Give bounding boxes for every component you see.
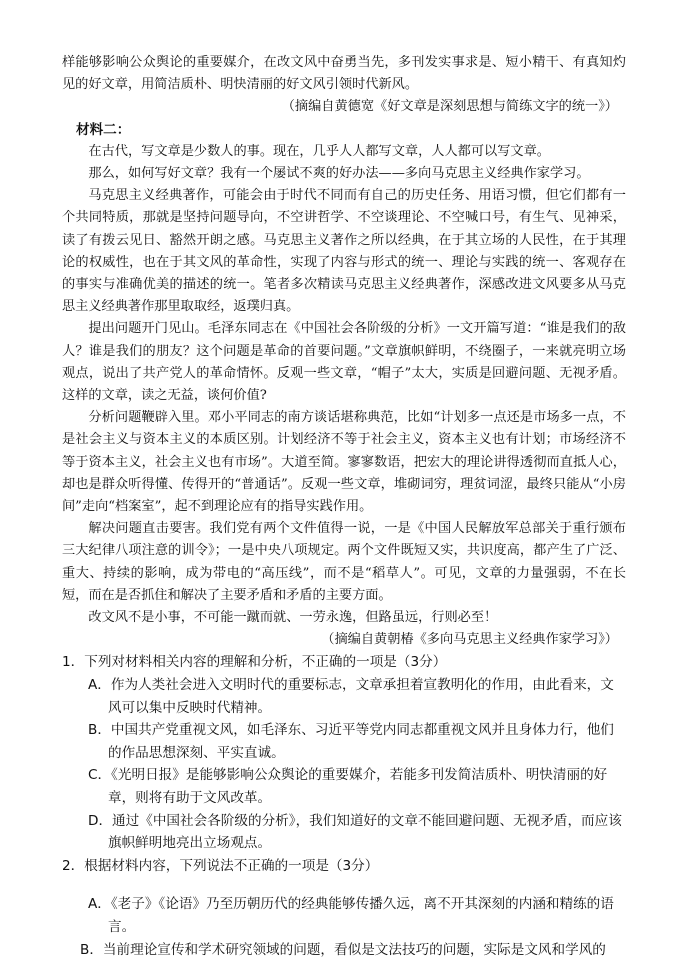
material-two-paragraph: 在古代，写文章是少数人的事。现在，几乎人人都写文章，人人都可以写文章。 [88, 143, 550, 159]
material-two-paragraph: 马克思主义经典著作，可能会由于时代不同而有自己的历史任务、用语习惯，但它们都有一个共同特质，那就是坚持问题导向，不空讲哲学、不空谈理论、不空喊口号，有生气、见神采，读了有拨云见日、豁然开朗之感。马克思主义著作之所以经典，在于其立场的人民性，在于其理论的权威性，也在于其文风的革命性，实现了内容与形式的统一、理论与实践的统一、客观存在的事实与准确优美的描述的统一。笔者多次精读马克思主义经典著作，深感改进文风要多从马克思主义经典著作那里取取经，返璞归真。 [62, 188, 626, 315]
question-two-stem: 2．根据材料内容，下列说法不正确的一项是（3分） [62, 857, 379, 874]
question-one-option-d: D．通过《中国社会各阶级的分析》，我们知道好的文章不能回避问题、无视矛盾，而应该旗帜鲜明地亮出立场观点。 [88, 812, 622, 852]
question-spacer [62, 877, 626, 893]
question-one-option-b: B．中国共产党重视文风，如毛泽东、习近平等党内同志都重视文风并且身体力行，他们的作品思想深刻、平实直诚。 [88, 722, 614, 761]
material-two-source: （摘编自黄朝椿《多向马克思主义经典作家学习》） [321, 632, 618, 648]
material-two-paragraph: 分析问题鞭辟入里。邓小平同志的南方谈话堪称典范，比如“计划多一点还是市场多一点，不是社会主义与资本主义的本质区别。计划经济不等于社会主义，资本主义也有计划；市场经济不等于资本主义，社会主义也有市场”。大道至简。寥寥数语，把宏大的理论讲得透彻而直抵人心，却也是群众听得懂、传得开的“普通话”。反观一些文章，堆砌词穷，理贫词涩，最终只能从“小房间”走向“档案室”，起不到理论应有的指导实践作用。 [62, 410, 626, 515]
material-two-paragraph: 解决问题直击要害。我们党有两个文件值得一说，一是《中国人民解放军总部关于重行颁布三大纪律八项注意的训令》；一是中央八项规定。两个文件既短又实，共识度高，都产生了广泛、重大、持续的影响，成为带电的“高压线”，而不是“稻草人”。可见，文章的力量强弱，不在长短，而在是否抓住和解决了主要矛盾和矛盾的主要方面。 [62, 521, 626, 603]
material-one-tail: 样能够影响公众舆论的重要媒介，在改文风中奋勇当先，多刊发实事求是、短小精干、有真知灼见的好文章，用简洁质朴、明快清丽的好文风引领时代新风。 [62, 55, 626, 93]
question-one-option-c: C．《光明日报》是能够影响公众舆论的重要媒介，若能多刊发简洁质朴、明快清丽的好章，则将有助于文风改革。 [88, 767, 608, 807]
question-two-option-b: B．当前理论宣传和学术研究领域的问题，看似是文法技巧的问题，实际是文风和学风的 [80, 941, 606, 958]
question-two-option-a: A．《老子》《论语》乃至历朝历代的经典能够传播久远，离不开其深刻的内涵和精练的语言。 [88, 896, 614, 936]
material-two-paragraph: 改文风不是小事，不可能一蹴而就、一劳永逸，但路虽远，行则必至！ [88, 610, 498, 626]
material-one-source: （摘编自黄德宽《好文章是深刻思想与简练文字的统一》） [281, 99, 618, 115]
material-two-paragraph: 提出问题开门见山。毛泽东同志在《中国社会各阶级的分析》一文开篇写道：“谁是我们的敌人？谁是我们的朋友？这个问题是革命的首要问题。”文章旗帜鲜明，不绕圈子，一来就亮明立场观点，说出了共产党人的革命情怀。反观一些文章，“帽子”太大，实质是回避问题、无视矛盾。这样的文章，读之无益，谈何价值? [62, 321, 626, 404]
question-one-option-a: A．作为人类社会进入文明时代的重要标志，文章承担着宣教明化的作用，由此看来，文风可以集中反映时代精神。 [88, 677, 614, 716]
material-two-paragraph: 那么，如何写好文章？我有一个屡试不爽的好办法——多向马克思主义经典作家学习。 [88, 166, 590, 182]
material-two-heading: 材料二： [76, 121, 131, 138]
question-one-stem: 1．下列对材料相关内容的理解和分析，不正确的一项是（3分） [62, 654, 447, 671]
